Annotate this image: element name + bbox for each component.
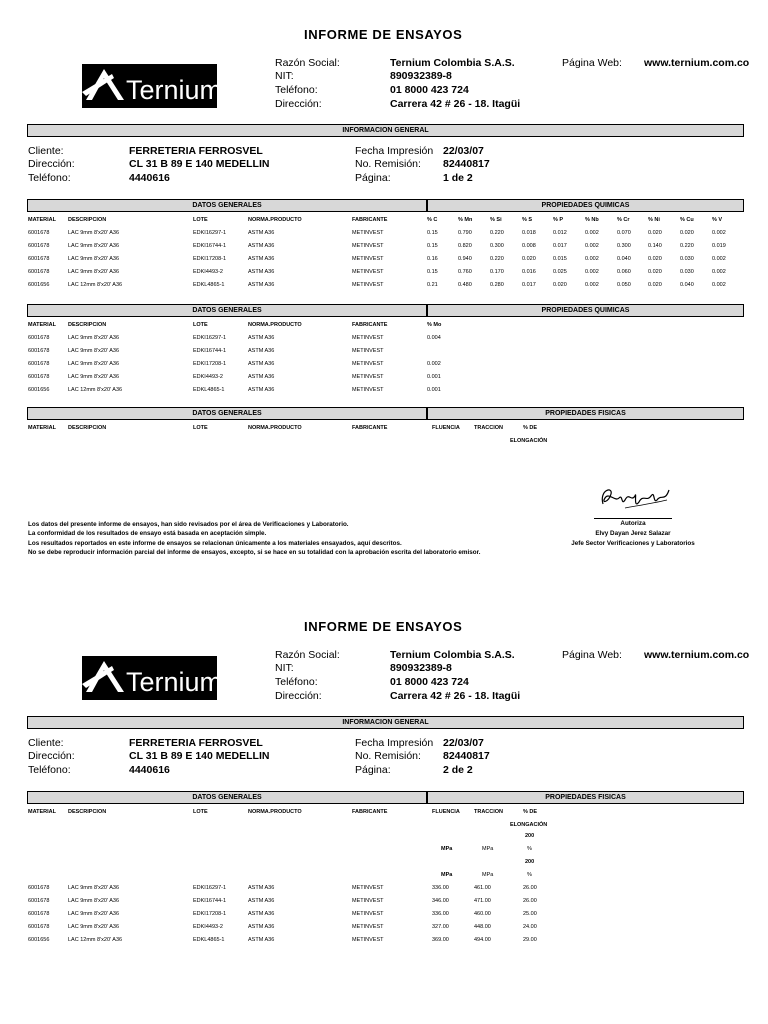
web-value: www.ternium.com.co bbox=[644, 649, 750, 661]
web-value: www.ternium.com.co bbox=[644, 57, 750, 69]
table-cell: 0.002 bbox=[427, 361, 441, 367]
table-cell: 6001678 bbox=[28, 885, 50, 891]
column-header: FABRICANTE bbox=[352, 425, 388, 431]
table-cell: 0.140 bbox=[648, 243, 662, 249]
company-tel-value: 01 8000 423 724 bbox=[390, 676, 469, 688]
table-cell: ASTM A36 bbox=[248, 348, 275, 354]
table-cell: 0.002 bbox=[585, 282, 599, 288]
table-cell: 327.00 bbox=[432, 924, 449, 930]
table-cell: 6001678 bbox=[28, 269, 50, 275]
company-dir-value: Carrera 42 # 26 - 18. Itagüi bbox=[390, 690, 521, 702]
table-cell: 29.00 bbox=[523, 937, 537, 943]
column-header: % Cr bbox=[617, 217, 630, 223]
note-line: Los datos del presente informe de ensayos, han sido revisados por el área de Verificaciones y Laboratorio. bbox=[28, 521, 349, 528]
table-cell: ASTM A36 bbox=[248, 335, 275, 341]
table-cell: LAC 9mm 8'x20' A36 bbox=[68, 243, 120, 249]
table-cell: 0.001 bbox=[427, 387, 441, 393]
chem-table bbox=[0, 217, 768, 297]
table-cell: 6001678 bbox=[28, 374, 50, 380]
table-cell: 6001678 bbox=[28, 911, 50, 917]
column-header: DESCRIPCION bbox=[68, 322, 107, 328]
signature-line bbox=[594, 518, 672, 519]
table-cell: 0.820 bbox=[458, 243, 472, 249]
nit-value: 890932389-8 bbox=[390, 70, 452, 82]
table-cell: ASTM A36 bbox=[248, 937, 275, 943]
table-cell: LAC 9mm 8'x20' A36 bbox=[68, 898, 120, 904]
table-cell: LAC 9mm 8'x20' A36 bbox=[68, 374, 120, 380]
remision-value: 82440817 bbox=[443, 750, 490, 762]
logo-text: Ternium bbox=[126, 75, 223, 105]
table-cell: LAC 12mm 8'x20' A36 bbox=[68, 387, 123, 393]
client-tel-value: 4440616 bbox=[129, 172, 170, 184]
table-cell: 0.020 bbox=[648, 269, 662, 275]
table-cell: 0.040 bbox=[617, 256, 631, 262]
column-header: % Si bbox=[490, 217, 502, 223]
table-cell: EDKI16297-1 bbox=[193, 230, 227, 236]
column-header: LOTE bbox=[193, 322, 208, 328]
table-cell: 0.015 bbox=[553, 256, 567, 262]
table-cell: 6001656 bbox=[28, 282, 50, 288]
propiedades-fisicas-bar: PROPIEDADES FISICAS bbox=[427, 407, 744, 420]
column-header: % V bbox=[712, 217, 723, 223]
mo-table bbox=[0, 322, 768, 402]
table-cell: METINVEST bbox=[352, 269, 384, 275]
table-cell: 0.017 bbox=[553, 243, 567, 249]
pagina-label: Página: bbox=[355, 172, 391, 184]
table-cell: EDKI17208-1 bbox=[193, 911, 227, 917]
table-cell: ASTM A36 bbox=[248, 885, 275, 891]
company-tel-label: Teléfono: bbox=[275, 676, 318, 688]
table-cell: 0.280 bbox=[490, 282, 504, 288]
column-header: TRACCION bbox=[474, 809, 504, 815]
pagina-value: 2 de 2 bbox=[443, 764, 473, 776]
table-cell: EDKI16744-1 bbox=[193, 898, 227, 904]
logo-text: Ternium bbox=[126, 667, 223, 697]
remision-label: No. Remisión: bbox=[355, 750, 421, 762]
column-header: % Mn bbox=[458, 217, 473, 223]
table-cell: 336.00 bbox=[432, 885, 449, 891]
table-cell: EDKL4865-1 bbox=[193, 937, 225, 943]
table-cell: LAC 9mm 8'x20' A36 bbox=[68, 230, 120, 236]
table-cell: 25.00 bbox=[523, 911, 537, 917]
table-cell: LAC 9mm 8'x20' A36 bbox=[68, 269, 120, 275]
table-cell: EDKI4493-2 bbox=[193, 374, 223, 380]
table-cell: METINVEST bbox=[352, 924, 384, 930]
table-cell: 0.15 bbox=[427, 243, 438, 249]
table-cell: METINVEST bbox=[352, 374, 384, 380]
table-cell: METINVEST bbox=[352, 256, 384, 262]
table-cell: 0.15 bbox=[427, 230, 438, 236]
table-cell: 0.002 bbox=[585, 269, 599, 275]
column-header: % DE bbox=[523, 809, 538, 815]
column-header: % DE bbox=[523, 425, 538, 431]
table-cell: 6001678 bbox=[28, 256, 50, 262]
client-dir-value: CL 31 B 89 E 140 MEDELLIN bbox=[129, 158, 270, 170]
column-header: NORMA.PRODUCTO bbox=[248, 322, 302, 328]
table-cell: 0.020 bbox=[648, 282, 662, 288]
pagina-label: Página: bbox=[355, 764, 391, 776]
table-cell: ASTM A36 bbox=[248, 387, 275, 393]
table-cell: 0.020 bbox=[680, 230, 694, 236]
table-cell: METINVEST bbox=[352, 387, 384, 393]
client-dir-value: CL 31 B 89 E 140 MEDELLIN bbox=[129, 750, 270, 762]
company-dir-label: Dirección: bbox=[275, 690, 322, 702]
unit-value: % bbox=[527, 846, 532, 852]
nit-value: 890932389-8 bbox=[390, 662, 452, 674]
table-cell: ASTM A36 bbox=[248, 243, 275, 249]
table-cell: 0.070 bbox=[617, 230, 631, 236]
report-title: INFORME DE ENSAYOS bbox=[304, 619, 463, 634]
table-cell: 0.760 bbox=[458, 269, 472, 275]
table-cell: 460.00 bbox=[474, 911, 491, 917]
table-cell: EDKI4493-2 bbox=[193, 269, 223, 275]
column-header: % Cu bbox=[680, 217, 694, 223]
table-cell: 346.00 bbox=[432, 898, 449, 904]
table-cell: 0.220 bbox=[490, 256, 504, 262]
remision-value: 82440817 bbox=[443, 158, 490, 170]
unit-value: MPa bbox=[441, 872, 453, 878]
table-cell: 0.16 bbox=[427, 256, 438, 262]
notes bbox=[28, 520, 568, 557]
table-cell: 6001678 bbox=[28, 924, 50, 930]
table-cell: METINVEST bbox=[352, 937, 384, 943]
table-cell: 0.016 bbox=[522, 269, 536, 275]
web-label: Página Web: bbox=[562, 649, 622, 661]
table-cell: 6001678 bbox=[28, 230, 50, 236]
table-cell: 26.00 bbox=[523, 898, 537, 904]
datos-generales-bar: DATOS GENERALES bbox=[27, 199, 427, 212]
fecha-label: Fecha Impresión bbox=[355, 737, 434, 749]
unit-value: % bbox=[527, 872, 532, 878]
datos-generales-bar: DATOS GENERALES bbox=[27, 791, 427, 804]
column-header: LOTE bbox=[193, 425, 208, 431]
column-header: DESCRIPCION bbox=[68, 809, 107, 815]
table-cell: 461.00 bbox=[474, 885, 491, 891]
table-cell: LAC 12mm 8'x20' A36 bbox=[68, 937, 123, 943]
table-cell: EDKI17208-1 bbox=[193, 361, 227, 367]
pagina-value: 1 de 2 bbox=[443, 172, 473, 184]
table-cell: 0.004 bbox=[427, 335, 441, 341]
table-cell: LAC 9mm 8'x20' A36 bbox=[68, 911, 120, 917]
table-cell: 0.940 bbox=[458, 256, 472, 262]
table-cell: 369.00 bbox=[432, 937, 449, 943]
table-cell: 0.020 bbox=[553, 282, 567, 288]
unit-value: 200 bbox=[525, 859, 535, 865]
column-header: FABRICANTE bbox=[352, 217, 388, 223]
razon-label: Razón Social: bbox=[275, 649, 340, 661]
general-info-bar: INFORMACION GENERAL bbox=[27, 124, 744, 137]
table-cell: 0.050 bbox=[617, 282, 631, 288]
table-cell: ASTM A36 bbox=[248, 256, 275, 262]
table-cell: 0.002 bbox=[712, 256, 726, 262]
note-line: La conformidad de los resultados de ensayo está basada en aceptación simple. bbox=[28, 530, 267, 538]
column-header: NORMA.PRODUCTO bbox=[248, 425, 302, 431]
table-cell: 0.480 bbox=[458, 282, 472, 288]
table-cell: METINVEST bbox=[352, 898, 384, 904]
remision-label: No. Remisión: bbox=[355, 158, 421, 170]
table-cell: ASTM A36 bbox=[248, 282, 275, 288]
table-cell: 494.00 bbox=[474, 937, 491, 943]
column-header: % Nb bbox=[585, 217, 599, 223]
client-dir-label: Dirección: bbox=[28, 750, 75, 762]
column-header: % Ni bbox=[648, 217, 660, 223]
company-tel-label: Teléfono: bbox=[275, 84, 318, 96]
table-cell: 0.008 bbox=[522, 243, 536, 249]
propiedades-quimicas-bar: PROPIEDADES QUIMICAS bbox=[427, 199, 744, 212]
table-cell: 6001678 bbox=[28, 348, 50, 354]
table-cell: 0.020 bbox=[648, 230, 662, 236]
table-cell: 0.018 bbox=[522, 230, 536, 236]
table-cell: ASTM A36 bbox=[248, 924, 275, 930]
table-cell: 0.300 bbox=[617, 243, 631, 249]
cliente-label: Cliente: bbox=[28, 737, 64, 749]
column-header: % P bbox=[553, 217, 564, 223]
nit-label: NIT: bbox=[275, 662, 294, 674]
elongacion-label: ELONGACIÓN bbox=[510, 438, 548, 444]
table-cell: 0.002 bbox=[712, 230, 726, 236]
unit-value: MPa bbox=[482, 872, 494, 878]
table-cell: 24.00 bbox=[523, 924, 537, 930]
table-cell: 0.001 bbox=[427, 374, 441, 380]
fecha-label: Fecha Impresión bbox=[355, 145, 434, 157]
table-cell: EDKL4865-1 bbox=[193, 282, 225, 288]
phys-header bbox=[0, 425, 768, 437]
cliente-value: FERRETERIA FERROSVEL bbox=[129, 145, 263, 157]
company-tel-value: 01 8000 423 724 bbox=[390, 84, 469, 96]
table-cell: 0.012 bbox=[553, 230, 567, 236]
table-cell: 6001656 bbox=[28, 387, 50, 393]
client-tel-label: Teléfono: bbox=[28, 764, 71, 776]
table-cell: 0.020 bbox=[648, 256, 662, 262]
table-cell: LAC 9mm 8'x20' A36 bbox=[68, 335, 120, 341]
column-header: % Mo bbox=[427, 322, 442, 328]
table-cell: 0.790 bbox=[458, 230, 472, 236]
web-label: Página Web: bbox=[562, 57, 622, 69]
general-info-bar: INFORMACION GENERAL bbox=[27, 716, 744, 729]
table-cell: 0.030 bbox=[680, 269, 694, 275]
table-cell: EDKL4865-1 bbox=[193, 387, 225, 393]
table-cell: LAC 12mm 8'x20' A36 bbox=[68, 282, 123, 288]
column-header: FLUENCIA bbox=[432, 809, 460, 815]
datos-generales-bar: DATOS GENERALES bbox=[27, 407, 427, 420]
table-cell: LAC 9mm 8'x20' A36 bbox=[68, 256, 120, 262]
table-cell: 6001678 bbox=[28, 335, 50, 341]
column-header: LOTE bbox=[193, 809, 208, 815]
column-header: MATERIAL bbox=[28, 217, 57, 223]
table-cell: 6001678 bbox=[28, 361, 50, 367]
unit-value: MPa bbox=[441, 846, 453, 852]
signer-role: Jefe Sector Verificaciones y Laboratorios bbox=[571, 540, 695, 547]
client-tel-value: 4440616 bbox=[129, 764, 170, 776]
table-cell: METINVEST bbox=[352, 230, 384, 236]
table-cell: LAC 9mm 8'x20' A36 bbox=[68, 885, 120, 891]
cliente-label: Cliente: bbox=[28, 145, 64, 157]
table-cell: METINVEST bbox=[352, 282, 384, 288]
table-cell: EDKI4493-2 bbox=[193, 924, 223, 930]
table-cell: 0.002 bbox=[585, 230, 599, 236]
column-header: LOTE bbox=[193, 217, 208, 223]
elongacion-label: ELONGACIÓN bbox=[510, 822, 548, 828]
table-cell: 0.220 bbox=[680, 243, 694, 249]
column-header: DESCRIPCION bbox=[68, 425, 107, 431]
razon-label: Razón Social: bbox=[275, 57, 340, 69]
table-cell: 0.220 bbox=[490, 230, 504, 236]
propiedades-quimicas-bar: PROPIEDADES QUIMICAS bbox=[427, 304, 744, 317]
table-cell: EDKI16744-1 bbox=[193, 243, 227, 249]
table-cell: 0.170 bbox=[490, 269, 504, 275]
fecha-value: 22/03/07 bbox=[443, 145, 484, 157]
column-header: MATERIAL bbox=[28, 322, 57, 328]
table-cell: 0.002 bbox=[585, 256, 599, 262]
column-header: NORMA.PRODUCTO bbox=[248, 217, 302, 223]
table-cell: 336.00 bbox=[432, 911, 449, 917]
table-cell: LAC 9mm 8'x20' A36 bbox=[68, 348, 120, 354]
note-line: Los resultados reportados en este informe de ensayos se relacionan únicamente a los materiales ensayados, aquí descritos. bbox=[28, 539, 402, 547]
client-dir-label: Dirección: bbox=[28, 158, 75, 170]
column-header: NORMA.PRODUCTO bbox=[248, 809, 302, 815]
table-cell: EDKI16744-1 bbox=[193, 348, 227, 354]
company-dir-value: Carrera 42 # 26 - 18. Itagüi bbox=[390, 98, 521, 110]
table-cell: EDKI17208-1 bbox=[193, 256, 227, 262]
nit-label: NIT: bbox=[275, 70, 294, 82]
table-cell: 6001656 bbox=[28, 937, 50, 943]
column-header: FABRICANTE bbox=[352, 322, 388, 328]
ternium-logo bbox=[82, 64, 223, 108]
table-cell: 0.300 bbox=[490, 243, 504, 249]
cliente-value: FERRETERIA FERROSVEL bbox=[129, 737, 263, 749]
table-cell: METINVEST bbox=[352, 348, 384, 354]
client-tel-label: Teléfono: bbox=[28, 172, 71, 184]
table-cell: ASTM A36 bbox=[248, 374, 275, 380]
table-cell: 0.017 bbox=[522, 282, 536, 288]
table-cell: ASTM A36 bbox=[248, 911, 275, 917]
report-title: INFORME DE ENSAYOS bbox=[304, 27, 463, 42]
table-cell: EDKI16297-1 bbox=[193, 335, 227, 341]
autoriza-label: Autoriza bbox=[620, 520, 646, 527]
table-cell: 6001678 bbox=[28, 898, 50, 904]
signature-image bbox=[595, 480, 675, 516]
table-cell: 0.030 bbox=[680, 256, 694, 262]
table-cell: 448.00 bbox=[474, 924, 491, 930]
unit-value: MPa bbox=[482, 846, 494, 852]
table-cell: METINVEST bbox=[352, 885, 384, 891]
ternium-logo bbox=[82, 656, 223, 700]
column-header: DESCRIPCION bbox=[68, 217, 107, 223]
column-header: MATERIAL bbox=[28, 809, 57, 815]
table-cell: METINVEST bbox=[352, 911, 384, 917]
propiedades-fisicas-bar: PROPIEDADES FISICAS bbox=[427, 791, 744, 804]
table-cell: 6001678 bbox=[28, 243, 50, 249]
table-cell: 0.020 bbox=[522, 256, 536, 262]
table-cell: LAC 9mm 8'x20' A36 bbox=[68, 361, 120, 367]
table-cell: 26.00 bbox=[523, 885, 537, 891]
signer-name: Elvy Dayan Jerez Salazar bbox=[595, 530, 671, 537]
table-cell: 0.040 bbox=[680, 282, 694, 288]
company-dir-label: Dirección: bbox=[275, 98, 322, 110]
table-cell: 471.00 bbox=[474, 898, 491, 904]
column-header: MATERIAL bbox=[28, 425, 57, 431]
table-cell: 0.002 bbox=[712, 282, 726, 288]
table-cell: ASTM A36 bbox=[248, 230, 275, 236]
table-cell: METINVEST bbox=[352, 243, 384, 249]
column-header: % S bbox=[522, 217, 533, 223]
column-header: TRACCION bbox=[474, 425, 504, 431]
table-cell: 0.15 bbox=[427, 269, 438, 275]
razon-value: Ternium Colombia S.A.S. bbox=[390, 649, 515, 661]
table-cell: 0.025 bbox=[553, 269, 567, 275]
table-cell: METINVEST bbox=[352, 335, 384, 341]
fecha-value: 22/03/07 bbox=[443, 737, 484, 749]
table-cell: 0.002 bbox=[585, 243, 599, 249]
datos-generales-bar: DATOS GENERALES bbox=[27, 304, 427, 317]
table-cell: 0.060 bbox=[617, 269, 631, 275]
table-cell: 0.019 bbox=[712, 243, 726, 249]
unit-value: 200 bbox=[525, 833, 535, 839]
table-cell: 0.002 bbox=[712, 269, 726, 275]
razon-value: Ternium Colombia S.A.S. bbox=[390, 57, 515, 69]
column-header: FLUENCIA bbox=[432, 425, 460, 431]
table-cell: EDKI16297-1 bbox=[193, 885, 227, 891]
table-cell: LAC 9mm 8'x20' A36 bbox=[68, 924, 120, 930]
phys-header bbox=[0, 809, 768, 821]
table-cell: METINVEST bbox=[352, 361, 384, 367]
table-cell: ASTM A36 bbox=[248, 361, 275, 367]
table-cell: ASTM A36 bbox=[248, 269, 275, 275]
note-line: No se debe reproducir información parcial del informe de ensayos, excepto, si se hace en su totalidad con la aprobación escrita del laboratorio emisor. bbox=[28, 548, 481, 556]
table-cell: ASTM A36 bbox=[248, 898, 275, 904]
column-header: FABRICANTE bbox=[352, 809, 388, 815]
column-header: % C bbox=[427, 217, 438, 223]
phys-table bbox=[0, 885, 768, 951]
table-cell: 0.21 bbox=[427, 282, 438, 288]
